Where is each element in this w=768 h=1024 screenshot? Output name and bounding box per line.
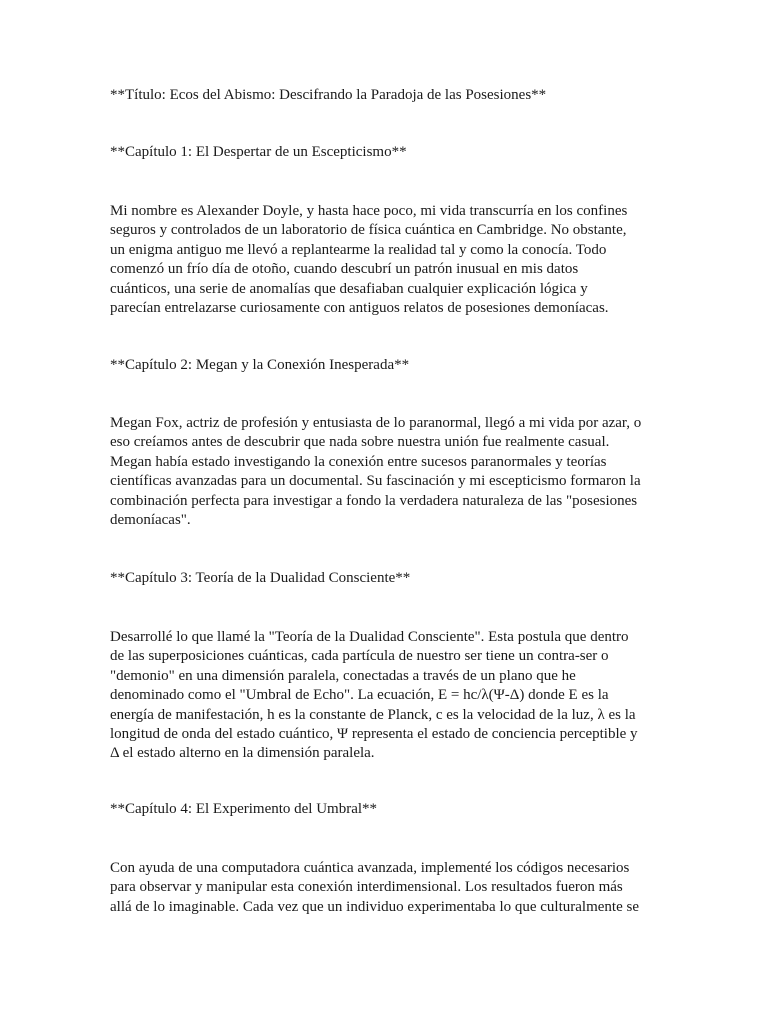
- paragraph-line: energía de manifestación, h es la constante de Planck, c es la velocidad de la luz, λ es la: [110, 706, 636, 723]
- paragraph-line: allá de lo imaginable. Cada vez que un individuo experimentaba lo que culturalmente se: [110, 898, 639, 915]
- chapter-3-paragraph: [110, 628, 660, 764]
- paragraph-line: parecían entrelazarse curiosamente con antiguos relatos de posesiones demoníacas.: [110, 300, 609, 317]
- paragraph-line: Δ el estado alterno en la dimensión paralela.: [110, 745, 375, 762]
- paragraph-line: de las superposiciones cuánticas, cada partícula de nuestro ser tiene un contra-ser o: [110, 648, 609, 665]
- paragraph-line: Desarrollé lo que llamé la "Teoría de la Dualidad Consciente". Esta postula que dentro: [110, 629, 629, 645]
- chapter-3-heading: **Capítulo 3: Teoría de la Dualidad Consciente**: [110, 570, 411, 586]
- paragraph-line: denominado como el "Umbral de Echo". La ecuación, E = hc/λ(Ψ-Δ) donde E es la: [110, 687, 609, 704]
- chapter-1-heading: **Capítulo 1: El Despertar de un Escepticismo**: [110, 144, 407, 160]
- chapter-4-heading: **Capítulo 4: El Experimento del Umbral**: [110, 801, 378, 817]
- chapter-2-heading: **Capítulo 2: Megan y la Conexión Inesperada**: [110, 357, 410, 373]
- paragraph-line: "demonio" en una dimensión paralela, conectadas a través de un plano que he: [110, 667, 576, 684]
- paragraph-line: para observar y manipular esta conexión interdimensional. Los resultados fueron más: [110, 879, 623, 896]
- paragraph-line: demoníacas".: [110, 512, 191, 529]
- paragraph-line: cuánticos, una serie de anomalías que desafiaban cualquier explicación lógica y: [110, 280, 588, 297]
- document-title: **Título: Ecos del Abismo: Descifrando la Paradoja de las Posesiones**: [110, 87, 547, 103]
- paragraph-line: Megan Fox, actriz de profesión y entusiasta de lo paranormal, llegó a mi vida por azar, o: [110, 415, 642, 431]
- paragraph-line: Megan había estado investigando la conexión entre sucesos paranormales y teorías: [110, 453, 607, 470]
- paragraph-line: científicas avanzadas para un documental. Su fascinación y mi escepticismo formaron la: [110, 473, 641, 490]
- paragraph-line: Con ayuda de una computadora cuántica avanzada, implementé los códigos necesarios: [110, 860, 630, 876]
- paragraph-line: seguros y controlados de un laboratorio de física cuántica en Cambridge. No obstante,: [110, 222, 627, 239]
- paragraph-line: combinación perfecta para investigar a fondo la verdadera naturaleza de las "posesiones: [110, 492, 638, 509]
- chapter-2-paragraph: [110, 414, 660, 530]
- chapter-1-paragraph: [110, 202, 660, 318]
- paragraph-line: longitud de onda del estado cuántico, Ψ representa el estado de conciencia perceptible y: [110, 726, 638, 743]
- paragraph-line: comenzó un frío día de otoño, cuando descubrí un patrón inusual en mis datos: [110, 261, 579, 278]
- paragraph-line: eso creíamos antes de descubrir que nada sobre nuestra unión fue realmente casual.: [110, 434, 610, 451]
- paragraph-line: Mi nombre es Alexander Doyle, y hasta hace poco, mi vida transcurría en los confines: [110, 203, 628, 219]
- chapter-4-paragraph: [110, 859, 660, 917]
- paragraph-line: un enigma antiguo me llevó a replantearme la realidad tal y como la conocía. Todo: [110, 241, 607, 258]
